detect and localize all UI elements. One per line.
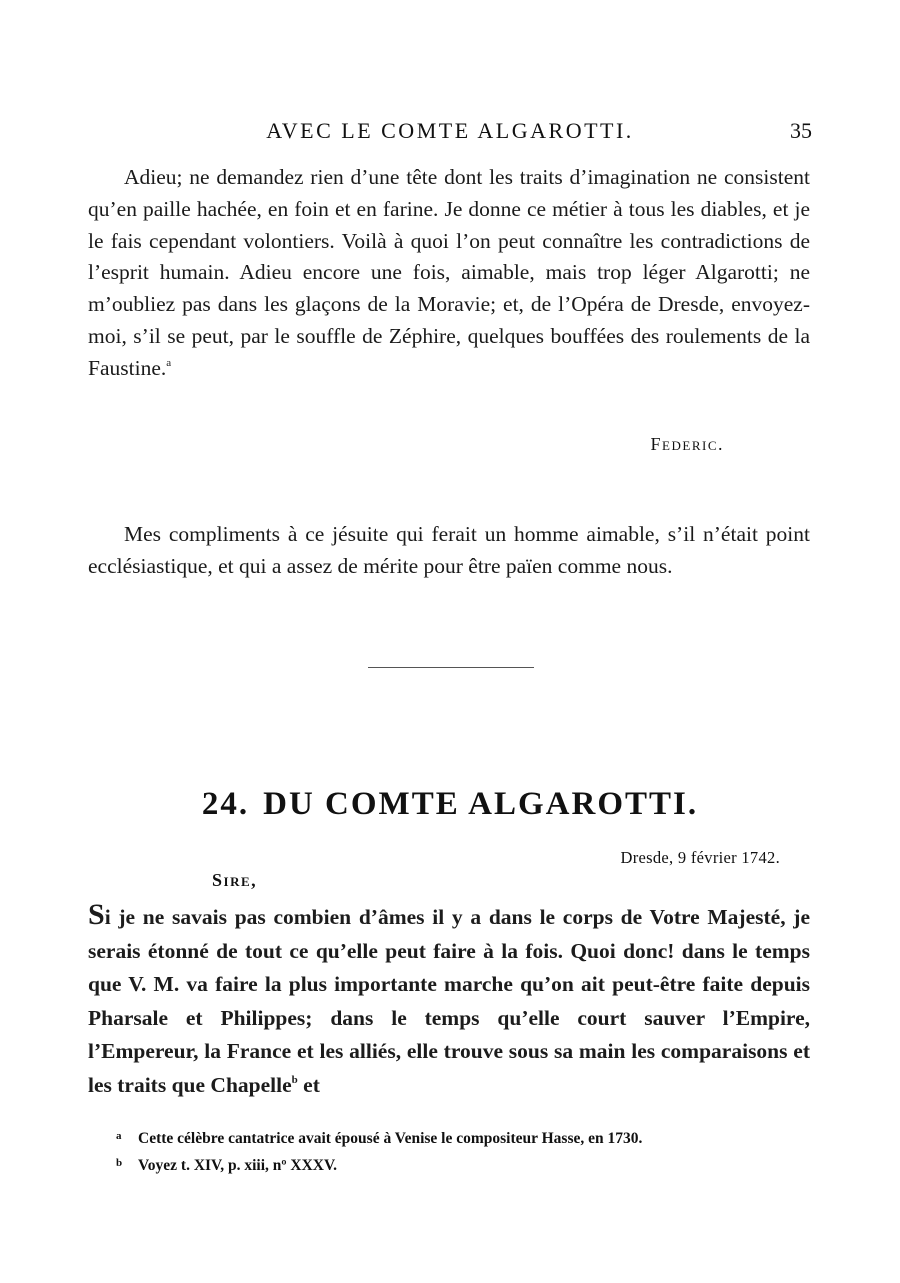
footnote-mark: a (116, 1130, 122, 1142)
drop-cap: S (88, 898, 105, 931)
footnote-ref-a: a (166, 356, 172, 369)
footnote-text: Voyez t. XIV, p. xiii, nº XXXV. (138, 1157, 338, 1174)
running-title: AVEC LE COMTE ALGAROTTI. (266, 118, 634, 143)
footnote-mark: b (116, 1157, 123, 1169)
letter-title: DU COMTE ALGAROTTI. (263, 786, 699, 822)
postscript: Mes compliments à ce jésuite qui ferait un homme aimable, s’il n’était point ecclésiastique, et qui a assez de mérite pour être païen comme nous. (88, 522, 810, 578)
letter-body-text: i je ne savais pas combien d’âmes il y a dans le corps de Votre Majesté, je serais étonné de tout ce qu’elle peut faire à la fois. Quoi donc! dans le temps que V. M. va faire la plus importante marche qu’on ait peut-être faite depuis Pharsale et Philippes; dans le temps qu’elle court sauver l’Empire, l’Empereur, la France et les alliés, elle trouve sous sa main les comparaisons et les traits que Chapelle (88, 905, 810, 1097)
footnotes (116, 1124, 816, 1178)
signature: Federic. (650, 434, 724, 454)
closing-paragraph-text: Adieu; ne demandez rien d’une tête dont les traits d’imagination ne consistent qu’en paille hachée, en foin et en farine. Je donne ce métier à tous les diables, et je le fais cependant volontiers. Voilà à quoi l’on peut connaître les contradictions de l’esprit humain. Adieu encore une fois, aimable, mais trop léger Algarotti; ne m’oubliez pas dans les glaçons de la Moravie; et, de l’Opéra de Dresde, envoyez-moi, s’il se peut, par le souffle de Zéphire, quelques bouffées des roulements de la Faustine. (88, 165, 810, 380)
footnote-text: Cette célèbre cantatrice avait épousé à Venise le compositeur Hasse, en 1730. (138, 1130, 643, 1147)
letter-closing-paragraph (88, 162, 810, 385)
letter-number: 24. (201, 786, 250, 822)
dateline: Dresde, 9 février 1742. (620, 848, 780, 867)
footnote-a (116, 1124, 816, 1151)
page-number: 35 (790, 118, 812, 143)
running-head (88, 118, 812, 150)
section-divider (368, 667, 534, 668)
letter-body-end: et (297, 1072, 320, 1097)
footnote-b (116, 1151, 816, 1178)
footnote-ref-b: b (291, 1073, 298, 1086)
letter-heading (0, 786, 900, 823)
letter-body (88, 898, 810, 1102)
salutation: Sire, (212, 870, 258, 890)
